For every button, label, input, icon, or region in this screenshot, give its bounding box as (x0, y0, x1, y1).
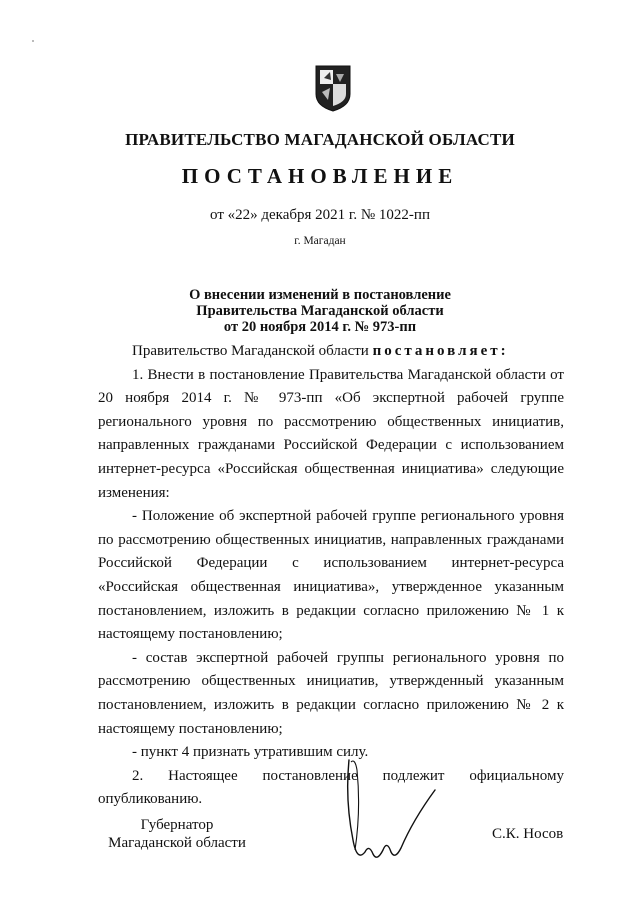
paragraph-2: - Положение об экспертной рабочей группе регионального уровня по рассмотрению общественных инициатив, направленных гражданами Российской Федерации с использованием интернет-ресурса «Российская общественная инициатива», утвержденное указанным постановлением, изложить в редакции согласно приложению № 1 к настоящему постановлению; (98, 508, 564, 643)
document-subject (0, 287, 640, 335)
signer-name: С.К. Носов (492, 826, 564, 842)
organization-title: ПРАВИТЕЛЬСТВО МАГАДАНСКОЙ ОБЛАСТИ (125, 130, 515, 149)
intro-prefix: Правительство Магаданской области (132, 343, 373, 359)
document-city: г. Магадан (294, 235, 346, 247)
signature-image (335, 740, 445, 870)
paragraph-3: - состав экспертной рабочей группы регионального уровня по рассмотрению общественных инициатив, утвержденный указанным постановлением, изложить в редакции согласно приложению № 2 к настоящему постановлению; (98, 649, 564, 737)
intro-paragraph (98, 340, 564, 364)
subject-line-1: О внесении изменений в постановление (189, 287, 451, 303)
document-date-number: от «22» декабря 2021 г. № 1022-пп (210, 207, 430, 223)
signer-title-line-2: Магаданской области (108, 835, 246, 851)
intro-resolves: постановляет: (372, 343, 509, 359)
document-body (98, 340, 564, 812)
paragraph-1: 1. Внести в постановление Правительства Магаданской области от 20 ноября 2014 г. № 973-пп «Об экспертной рабочей группе регионального уровня по рассмотрению общественных инициатив, направленных гражданами Российской Федерации с использованием интернет-ресурса «Российская общественная инициатива» следующие изменения: (98, 366, 564, 501)
paragraph-4: - пункт 4 признать утратившим силу. (132, 744, 369, 761)
signer-title-line-1: Губернатор (140, 817, 214, 833)
scan-artifact (32, 40, 34, 42)
subject-line-2: Правительства Магаданской области (196, 303, 444, 319)
coat-of-arms-icon (314, 64, 352, 112)
subject-line-3: от 20 ноября 2014 г. № 973-пп (223, 319, 417, 335)
document-type: ПОСТАНОВЛЕНИЕ (181, 164, 459, 188)
paragraph-5: 2. Настоящее постановление подлежит официальному опубликованию. (98, 767, 564, 808)
signer-title (102, 816, 252, 852)
